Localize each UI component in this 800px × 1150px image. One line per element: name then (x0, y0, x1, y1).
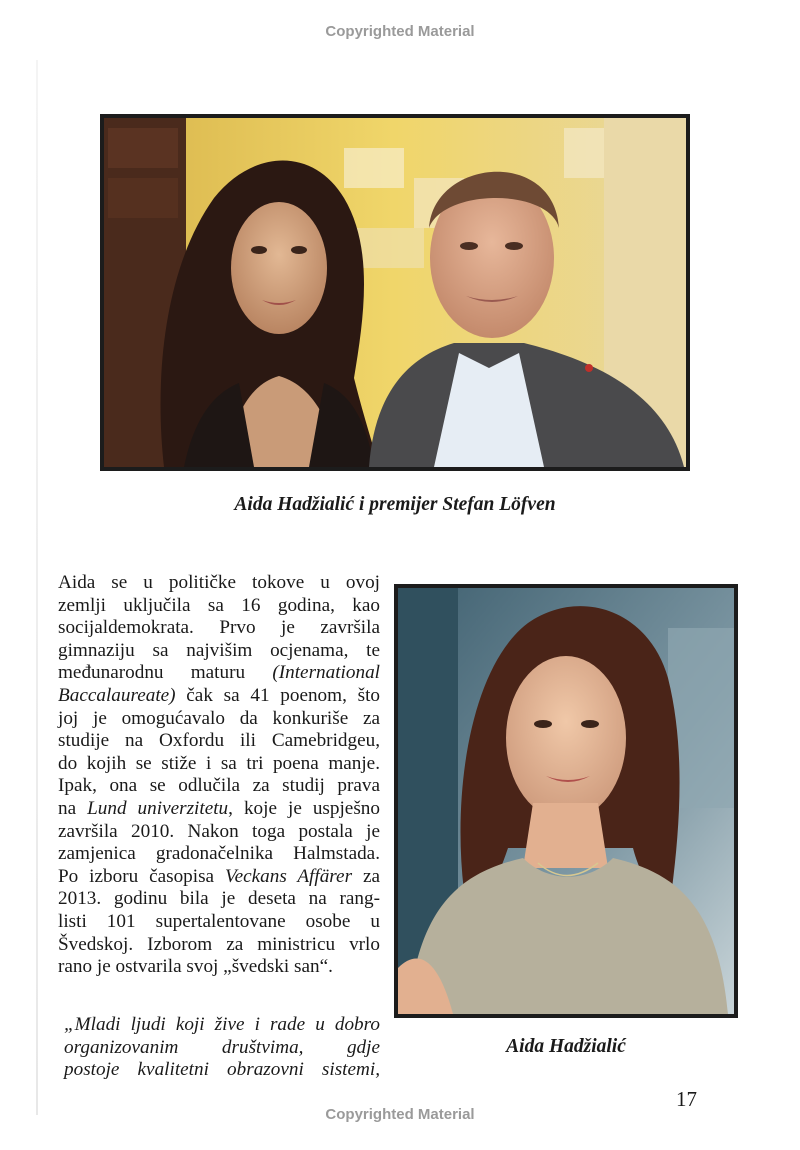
body-line-text: međunarodnu maturu (58, 662, 273, 684)
body-line-text: na (58, 797, 88, 819)
photo-hadzialic-lofven (100, 114, 690, 471)
body-line: rano je ostvarila svoj „švedski san“. (58, 956, 333, 978)
page-edge-shadow (36, 60, 38, 1115)
photo-hadzialic-portrait (394, 584, 738, 1018)
italic-baccalaureate: Baccalaureate) (58, 684, 176, 706)
body-line: Aida se u političke tokove u ovoj (58, 572, 380, 593)
body-line: joj je omogućavalo da konkuriše za (58, 707, 380, 729)
body-line: listi 101 supertalentovane osobe u (58, 910, 380, 932)
photo-two-people-image (104, 118, 686, 467)
body-line (58, 685, 380, 708)
page-number: 17 (676, 1087, 697, 1111)
body-line: zamjenica gradonačelnika Halmstada. (58, 843, 380, 865)
body-line: 2013. godinu bila je deseta na rang- (58, 888, 380, 910)
body-line (58, 866, 380, 889)
photo-portrait-image (398, 588, 734, 1014)
watermark-bottom: Copyrighted Material (325, 1106, 475, 1123)
watermark-top: Copyrighted Material (325, 23, 475, 40)
body-line-text: čak sa 41 poenom, što (175, 684, 380, 706)
italic-veckans: Veckans Affärer (224, 865, 353, 887)
body-line: završila 2010. Nakon toga postala je (58, 820, 380, 842)
body-line: gimnaziju sa najvišim ocjenama, te (58, 639, 380, 661)
body-line-text: , koje je uspješno (228, 797, 380, 819)
body-line: Ipak, ona se odlučila za studij prava (58, 775, 380, 797)
body-line-text: Po izboru časopisa (58, 865, 225, 887)
body-line: socijaldemokrata. Prvo je završila (58, 617, 380, 639)
photo-caption-side: Aida Hadžialić (506, 1036, 626, 1057)
body-paragraph (58, 572, 380, 979)
body-line: do kojih se stiže i sa tri poena manje. (58, 752, 380, 774)
body-line (58, 798, 380, 821)
italic-lund: Lund univerzitetu (87, 797, 229, 819)
photo-caption-top: Aida Hadžialić i premijer Stefan Löfven (234, 494, 556, 515)
body-line: zemlji uključila sa 16 godina, kao (58, 594, 380, 616)
quote-paragraph (64, 1014, 380, 1082)
body-line: studije na Oxfordu ili Camebridgeu, (58, 730, 380, 752)
body-line: Švedskoj. Izborom za ministricu vrlo (58, 933, 380, 955)
quote-line: „Mladi ljudi koji žive i rade u dobro (64, 1014, 380, 1035)
body-line (58, 662, 380, 685)
quote-line: organizovanim društvima, gdje (64, 1036, 380, 1058)
body-line-text: za (352, 865, 380, 887)
italic-international: (International (272, 662, 380, 684)
quote-line: postoje kvalitetni obrazovni sistemi, (64, 1059, 380, 1081)
